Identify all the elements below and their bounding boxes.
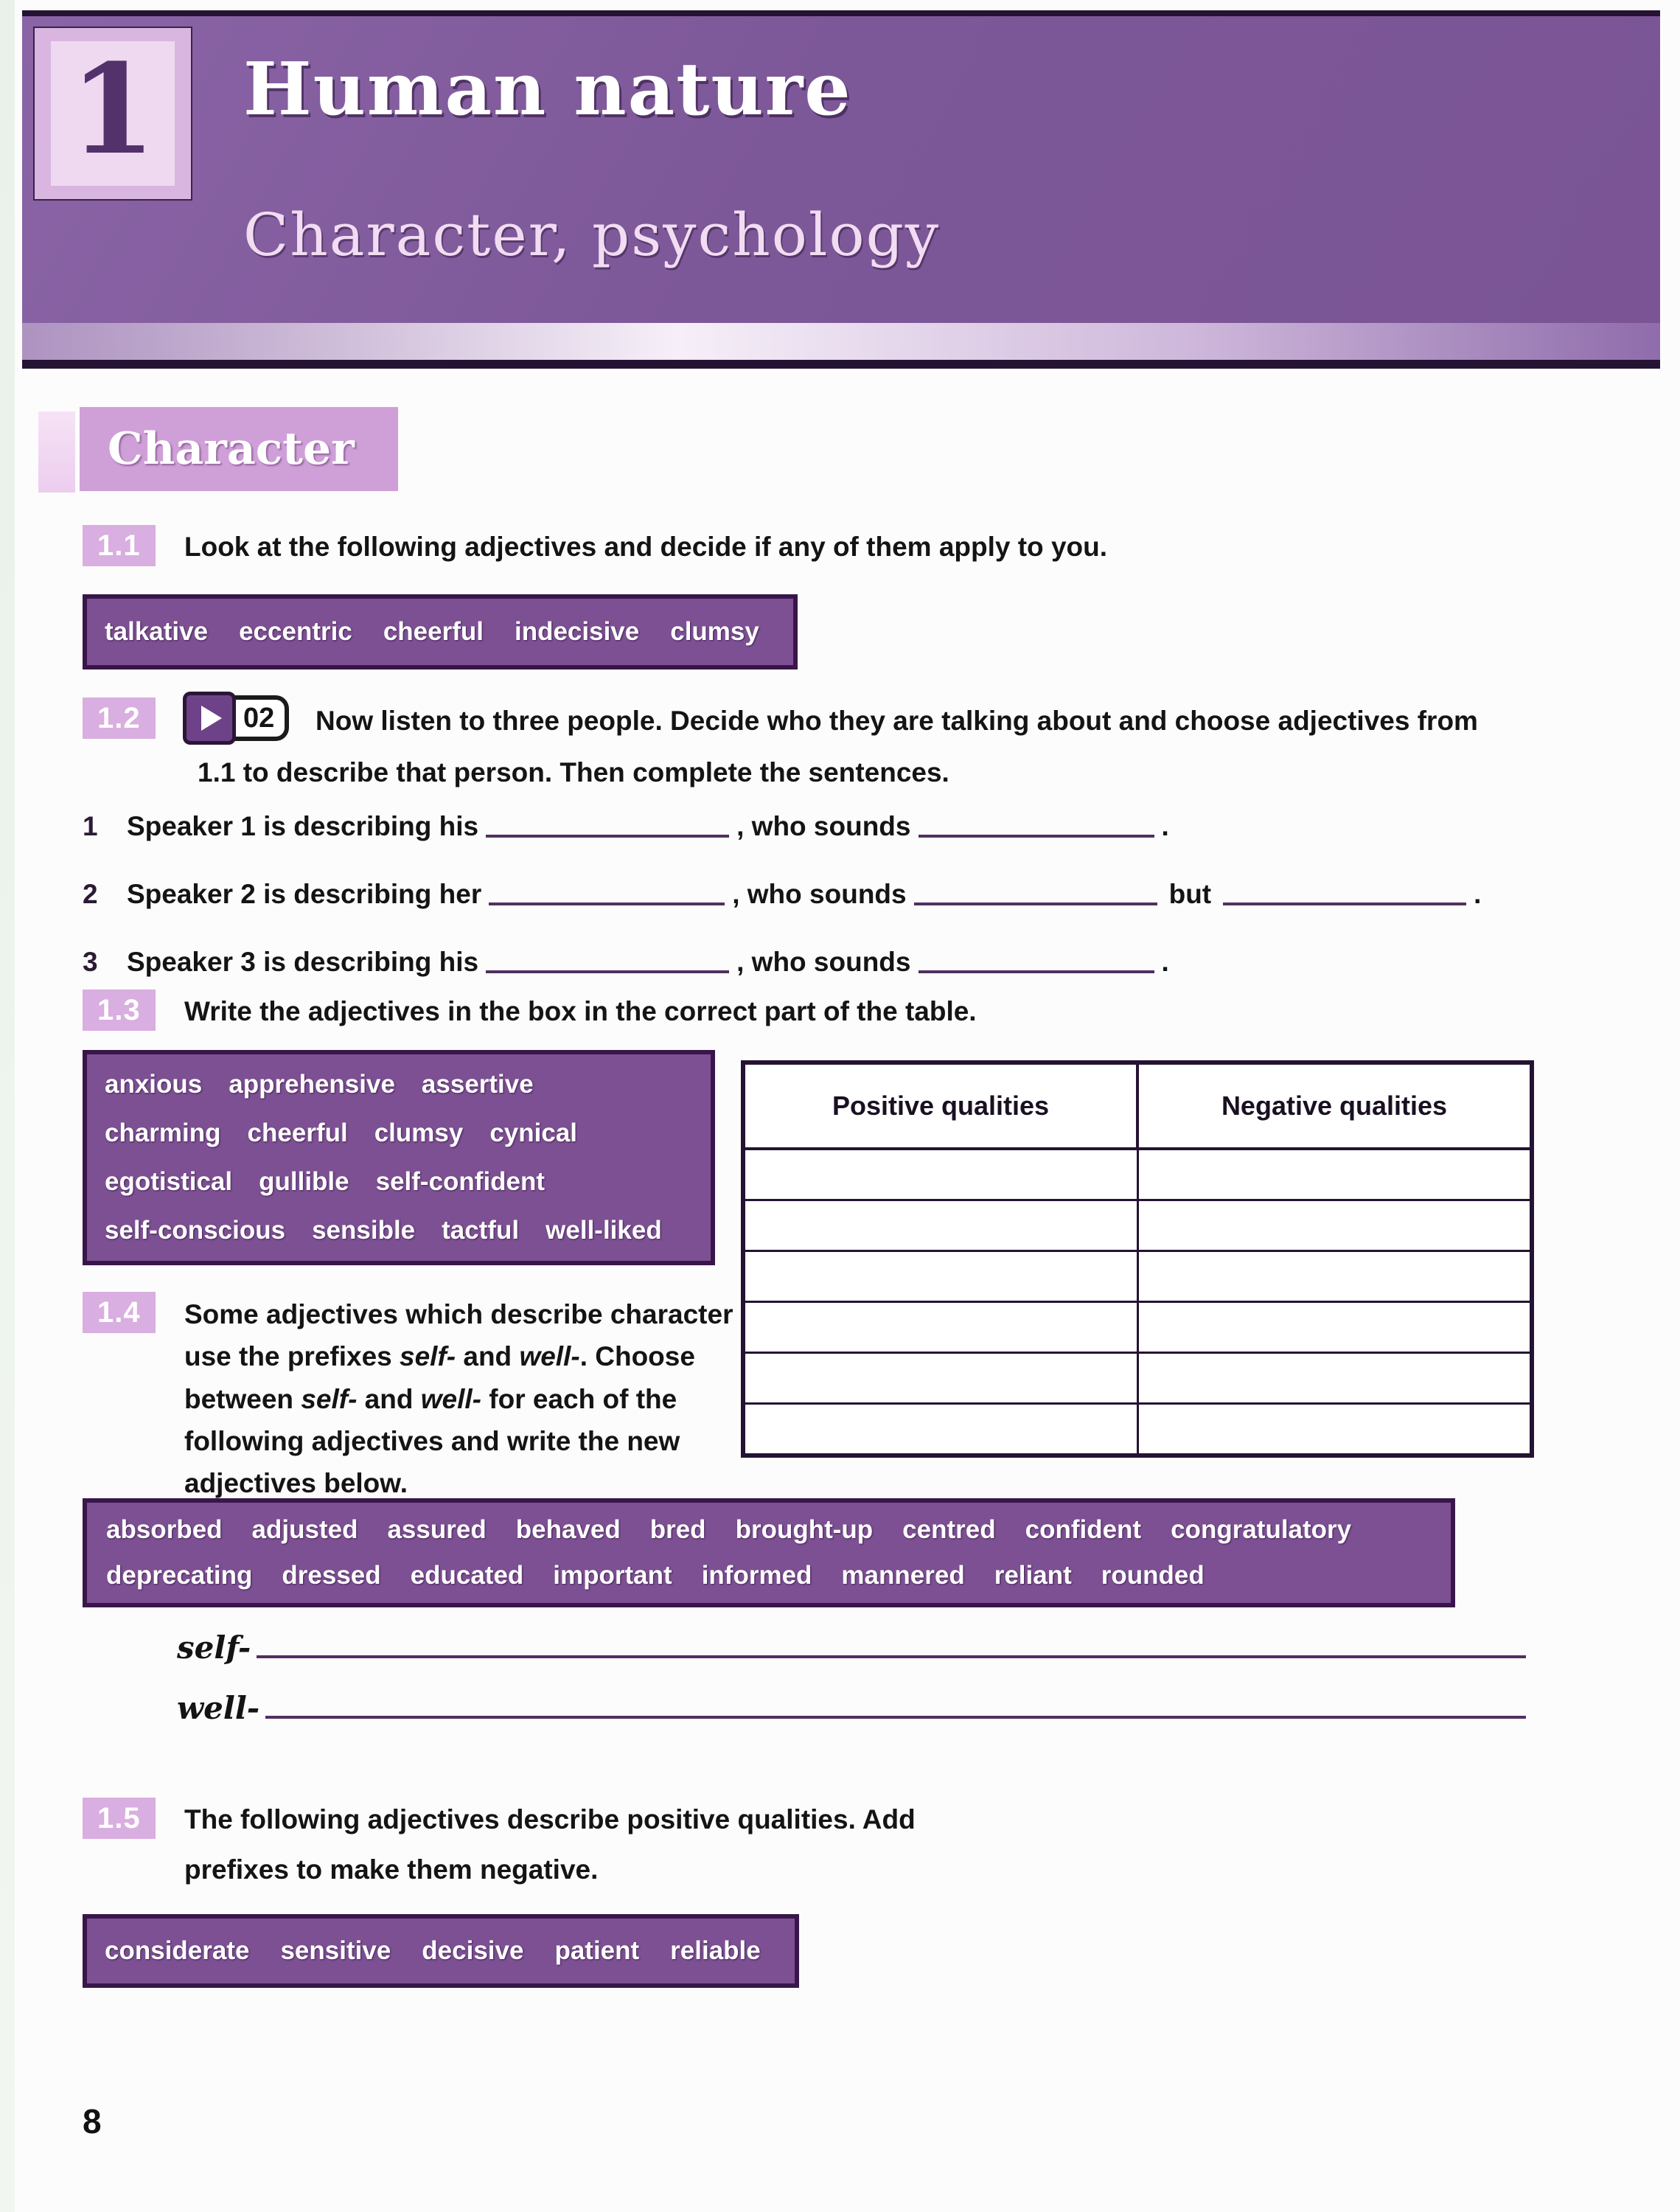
- exercise-1-5-instruction-line2: prefixes to make them negative.: [184, 1854, 599, 1885]
- word-box-word: assertive: [421, 1070, 534, 1099]
- word-box-word: gullible: [259, 1167, 349, 1196]
- unit-title: Human nature: [243, 47, 852, 132]
- word-box-word: important: [553, 1561, 672, 1590]
- word-box-2-line-4: [105, 1206, 693, 1255]
- qualities-table-header-row: [743, 1062, 1532, 1149]
- word-box-1-words: [105, 607, 775, 657]
- unit-subtitle: Character, psychology: [243, 201, 941, 269]
- word-box-word: dressed: [282, 1561, 381, 1590]
- word-box-word: well-liked: [546, 1216, 662, 1245]
- exercise-1-2-instruction-line1: Now listen to three people. Decide who they are talking about and choose adjectives from: [316, 706, 1478, 736]
- sentence-3-blank-2: [919, 948, 1154, 973]
- word-box-word: clumsy: [374, 1119, 464, 1147]
- sentence-3: [83, 947, 1527, 978]
- word-box-word: indecisive: [514, 617, 640, 646]
- well-prefix-row: [177, 1690, 1526, 1726]
- word-box-word: sensible: [312, 1216, 416, 1245]
- word-box-word: sensitive: [280, 1936, 391, 1965]
- word-box-3-line-2: [106, 1553, 1432, 1599]
- scan-edge-strip: [0, 0, 15, 2212]
- word-box-word: clumsy: [670, 617, 759, 646]
- word-box-1: [83, 594, 798, 669]
- sentence-1: [83, 811, 1527, 842]
- well-prefix-label: well-: [177, 1690, 260, 1726]
- sentence-2-number: 2: [83, 879, 98, 909]
- exercise-1-1-badge: 1.1: [83, 525, 156, 566]
- word-box-4: [83, 1914, 799, 1988]
- word-box-word: cheerful: [383, 617, 484, 646]
- word-box-3-line-1: [106, 1507, 1432, 1553]
- sentence-2-text-mid: , who sounds: [732, 879, 907, 909]
- unit-header-banner: [22, 10, 1660, 369]
- unit-number: 1: [69, 36, 156, 182]
- word-box-word: rounded: [1101, 1561, 1205, 1590]
- sentence-2-blank-3: [1223, 880, 1466, 905]
- sentence-2-text: Speaker 2 is describing her: [127, 879, 482, 909]
- exercise-1-3-instruction: Write the adjectives in the box in the correct part of the table.: [184, 996, 977, 1026]
- word-box-word: tactful: [442, 1216, 520, 1245]
- sentence-1-blank-2: [919, 813, 1154, 838]
- word-box-word: deprecating: [106, 1561, 253, 1590]
- sentence-2-blank-2: [914, 880, 1157, 905]
- sentence-3-text: Speaker 3 is describing his: [127, 947, 479, 977]
- word-box-2-line-3: [105, 1158, 693, 1206]
- word-box-word: confident: [1025, 1515, 1142, 1544]
- sentence-3-period: .: [1161, 947, 1169, 977]
- section-heading-accent: [38, 411, 75, 493]
- audio-track-number: 02: [226, 695, 289, 741]
- unit-number-inner-box: [51, 36, 175, 186]
- word-box-word: reliable: [670, 1936, 761, 1965]
- exercise-1-4-badge: 1.4: [83, 1292, 156, 1333]
- sentence-1-text: Speaker 1 is describing his: [127, 811, 479, 841]
- word-box-word: absorbed: [106, 1515, 223, 1544]
- word-box-word: eccentric: [239, 617, 352, 646]
- audio-player-chip: [183, 692, 289, 745]
- sentence-3-number: 3: [83, 947, 98, 977]
- exercise-1-5-instruction-line1: The following adjectives describe positive qualities. Add: [184, 1804, 916, 1834]
- exercise-1-1-instruction: Look at the following adjectives and decide if any of them apply to you.: [184, 532, 1108, 562]
- word-box-word: educated: [410, 1561, 524, 1590]
- word-box-word: considerate: [105, 1936, 250, 1965]
- sentence-3-text-mid: , who sounds: [736, 947, 911, 977]
- table-empty-row: [743, 1404, 1532, 1456]
- word-box-word: decisive: [422, 1936, 524, 1965]
- sentence-2: [83, 879, 1527, 910]
- table-empty-row: [743, 1149, 1532, 1200]
- word-box-2-line-1: [105, 1060, 693, 1109]
- word-box-word: informed: [701, 1561, 812, 1590]
- word-box-2-line-2: [105, 1109, 693, 1158]
- banner-gradient-strip: [22, 323, 1660, 360]
- word-box-word: bred: [649, 1515, 706, 1544]
- word-box-word: reliant: [994, 1561, 1072, 1590]
- self-write-line: [257, 1633, 1526, 1658]
- qualities-table: [741, 1060, 1534, 1458]
- exercise-1-2-instruction-line2: 1.1 to describe that person. Then complete the sentences.: [198, 757, 949, 787]
- self-prefix-row: [177, 1630, 1526, 1666]
- self-prefix-label: self-: [177, 1630, 251, 1666]
- play-icon: [183, 692, 236, 745]
- positive-qualities-header: Positive qualities: [743, 1062, 1137, 1149]
- sentence-2-blank-1: [489, 880, 725, 905]
- word-box-word: patient: [554, 1936, 640, 1965]
- table-empty-row: [743, 1200, 1532, 1251]
- word-box-word: self-conscious: [105, 1216, 286, 1245]
- section-heading-label: Character: [108, 423, 355, 475]
- sentence-1-blank-1: [486, 813, 729, 838]
- sentence-1-number: 1: [83, 811, 98, 841]
- word-box-word: centred: [902, 1515, 996, 1544]
- negative-qualities-header: Negative qualities: [1137, 1062, 1532, 1149]
- word-box-word: apprehensive: [229, 1070, 395, 1099]
- page-number: 8: [83, 2102, 102, 2140]
- banner-bottom-rule: [22, 360, 1660, 369]
- word-box-word: brought-up: [735, 1515, 874, 1544]
- word-box-4-words: [105, 1926, 777, 1976]
- word-box-word: behaved: [515, 1515, 621, 1544]
- sentence-2-period: .: [1474, 879, 1482, 909]
- word-box-word: cheerful: [247, 1119, 348, 1147]
- word-box-2: [83, 1050, 715, 1265]
- word-box-word: mannered: [841, 1561, 965, 1590]
- word-box-word: egotistical: [105, 1167, 233, 1196]
- word-box-word: self-confident: [375, 1167, 546, 1196]
- sentence-2-conjunction: but: [1168, 879, 1212, 909]
- word-box-word: congratulatory: [1171, 1515, 1352, 1544]
- table-empty-row: [743, 1251, 1532, 1302]
- sentence-3-blank-1: [486, 948, 729, 973]
- word-box-word: talkative: [105, 617, 209, 646]
- word-box-word: cynical: [489, 1119, 578, 1147]
- word-box-word: assured: [387, 1515, 487, 1544]
- unit-number-box: [33, 27, 192, 201]
- exercise-1-5-badge: 1.5: [83, 1798, 156, 1839]
- section-heading: [80, 407, 398, 491]
- word-box-3: [83, 1498, 1455, 1607]
- word-box-word: anxious: [105, 1070, 203, 1099]
- table-empty-row: [743, 1302, 1532, 1353]
- table-empty-row: [743, 1353, 1532, 1404]
- word-box-word: adjusted: [251, 1515, 358, 1544]
- exercise-1-3-badge: 1.3: [83, 990, 156, 1031]
- well-write-line: [265, 1694, 1526, 1719]
- word-box-word: charming: [105, 1119, 221, 1147]
- exercise-1-2-badge: 1.2: [83, 698, 156, 739]
- sentence-1-period: .: [1161, 811, 1169, 841]
- exercise-1-4-instruction: Some adjectives which describe character use the prefixes self- and well-. Choose between self- and well- for each of the following adjectives and write the new adjectives below.: [184, 1299, 733, 1499]
- sentence-1-text-mid: , who sounds: [736, 811, 911, 841]
